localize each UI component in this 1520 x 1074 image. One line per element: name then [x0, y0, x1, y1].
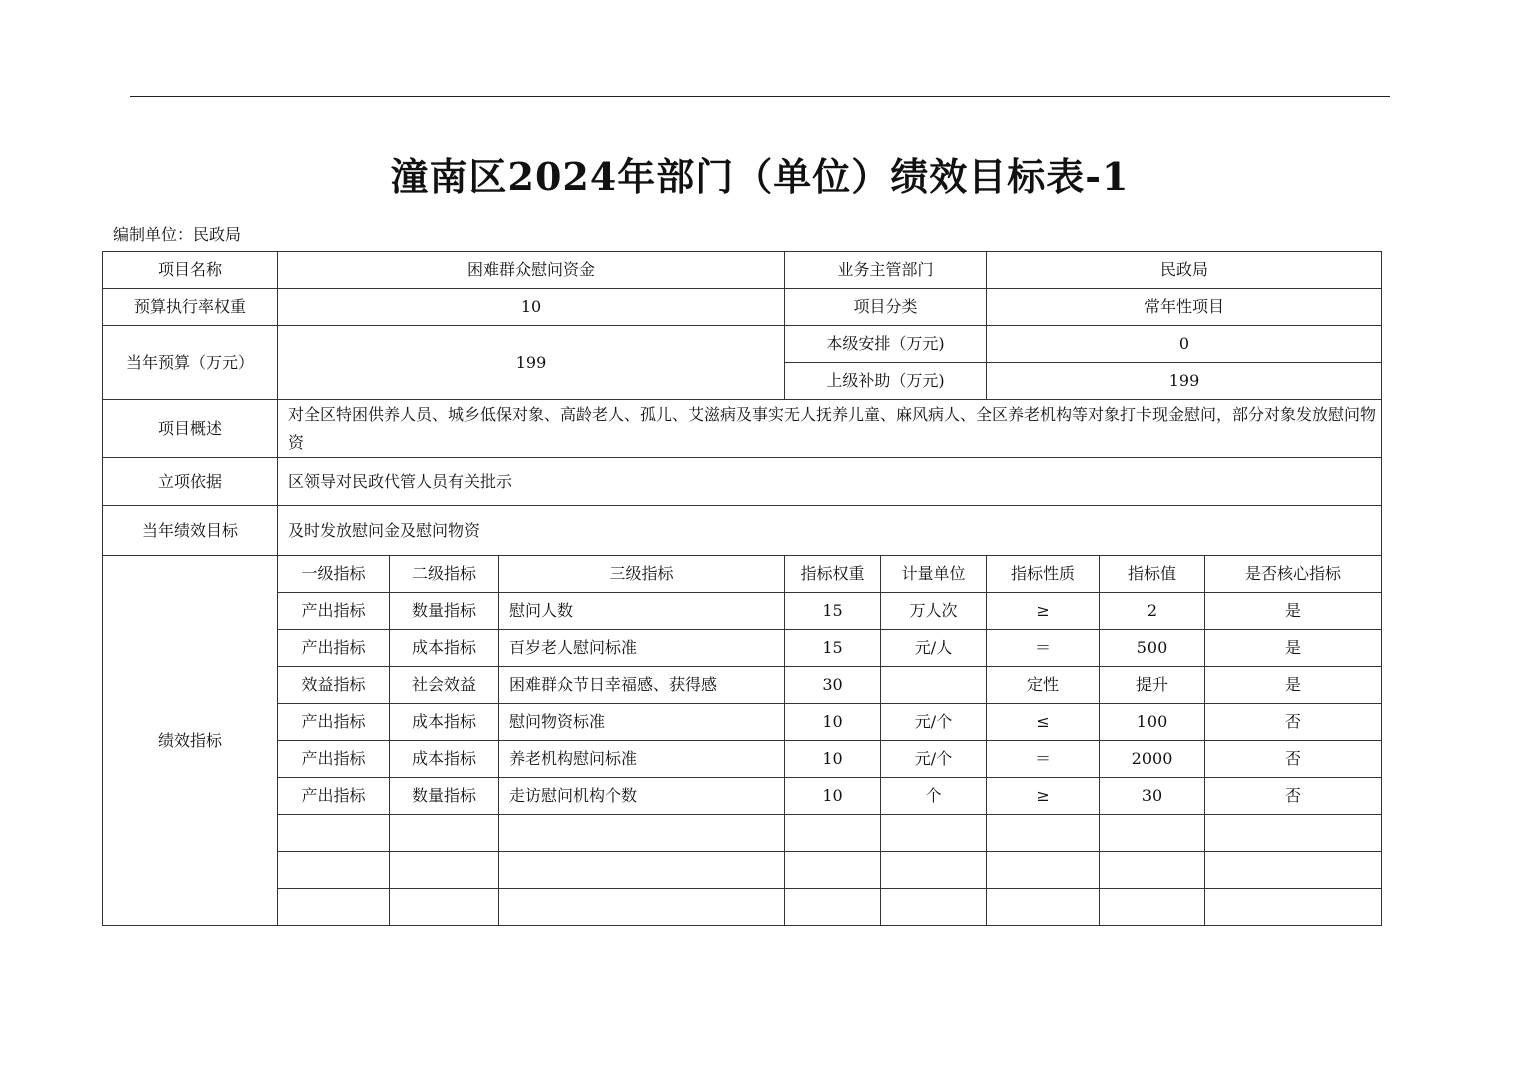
goal-label: 当年绩效目标	[103, 506, 278, 556]
category-label: 项目分类	[785, 289, 987, 326]
table-row	[103, 667, 1382, 704]
cell-weight: 30	[785, 667, 881, 704]
basis-label: 立项依据	[103, 458, 278, 506]
row-basis	[103, 458, 1382, 506]
dept-label: 业务主管部门	[785, 252, 987, 289]
empty-cell	[987, 889, 1100, 926]
project-name-value: 困难群众慰问资金	[278, 252, 785, 289]
cell-unit: 个	[881, 778, 987, 815]
basis-value: 区领导对民政代管人员有关批示	[278, 458, 1382, 506]
cell-nature: ≥	[987, 778, 1100, 815]
cell-unit: 元/个	[881, 741, 987, 778]
empty-cell	[278, 889, 390, 926]
empty-cell	[1100, 889, 1205, 926]
empty-cell	[1205, 815, 1382, 852]
cell-weight: 10	[785, 704, 881, 741]
cell-nature: 定性	[987, 667, 1100, 704]
cell-core: 是	[1205, 667, 1382, 704]
cell-value: 2	[1100, 593, 1205, 630]
cell-level3: 百岁老人慰问标准	[499, 630, 785, 667]
empty-cell	[881, 815, 987, 852]
cell-level2: 成本指标	[390, 704, 499, 741]
empty-cell	[987, 815, 1100, 852]
cell-unit: 元/人	[881, 630, 987, 667]
empty-cell	[785, 852, 881, 889]
empty-row	[103, 889, 1382, 926]
cell-level2: 数量指标	[390, 778, 499, 815]
cell-nature: ＝	[987, 630, 1100, 667]
performance-table	[102, 251, 1382, 926]
empty-cell	[278, 815, 390, 852]
empty-cell	[390, 815, 499, 852]
cell-level1: 产出指标	[278, 778, 390, 815]
cell-nature: ＝	[987, 741, 1100, 778]
empty-cell	[1100, 815, 1205, 852]
local-label: 本级安排（万元)	[785, 326, 987, 363]
empty-cell	[881, 852, 987, 889]
cell-core: 否	[1205, 778, 1382, 815]
empty-row	[103, 852, 1382, 889]
row-weight	[103, 289, 1382, 326]
compiling-unit: 编制单位：民政局	[113, 225, 242, 244]
cell-level1: 效益指标	[278, 667, 390, 704]
cell-weight: 10	[785, 778, 881, 815]
cell-unit: 万人次	[881, 593, 987, 630]
empty-cell	[1100, 852, 1205, 889]
cell-core: 否	[1205, 704, 1382, 741]
cell-core: 是	[1205, 630, 1382, 667]
project-name-label: 项目名称	[103, 252, 278, 289]
cell-value: 500	[1100, 630, 1205, 667]
cell-value: 100	[1100, 704, 1205, 741]
dept-value: 民政局	[987, 252, 1382, 289]
budget-label: 当年预算（万元）	[103, 326, 278, 400]
header-level1: 一级指标	[278, 556, 390, 593]
header-level3: 三级指标	[499, 556, 785, 593]
table-row	[103, 704, 1382, 741]
cell-weight: 10	[785, 741, 881, 778]
cell-level3: 慰问物资标准	[499, 704, 785, 741]
cell-weight: 15	[785, 593, 881, 630]
header-unit: 计量单位	[881, 556, 987, 593]
header-value: 指标值	[1100, 556, 1205, 593]
row-overview	[103, 400, 1382, 458]
indicator-header-row	[103, 556, 1382, 593]
cell-level2: 社会效益	[390, 667, 499, 704]
empty-cell	[1205, 889, 1382, 926]
empty-cell	[499, 852, 785, 889]
cell-core: 否	[1205, 741, 1382, 778]
cell-value: 30	[1100, 778, 1205, 815]
cell-level2: 数量指标	[390, 593, 499, 630]
table-row	[103, 593, 1382, 630]
empty-cell	[881, 889, 987, 926]
empty-cell	[499, 889, 785, 926]
cell-level2: 成本指标	[390, 630, 499, 667]
empty-cell	[987, 852, 1100, 889]
cell-level1: 产出指标	[278, 741, 390, 778]
empty-cell	[785, 889, 881, 926]
weight-value: 10	[278, 289, 785, 326]
empty-cell	[278, 852, 390, 889]
cell-level1: 产出指标	[278, 593, 390, 630]
goal-value: 及时发放慰问金及慰问物资	[278, 506, 1382, 556]
cell-level3: 困难群众节日幸福感、获得感	[499, 667, 785, 704]
indicators-section-label: 绩效指标	[103, 556, 278, 926]
budget-value: 199	[278, 326, 785, 400]
empty-cell	[390, 852, 499, 889]
cell-nature: ≤	[987, 704, 1100, 741]
table-row	[103, 630, 1382, 667]
header-core: 是否核心指标	[1205, 556, 1382, 593]
header-weight: 指标权重	[785, 556, 881, 593]
empty-cell	[785, 815, 881, 852]
row-budget	[103, 326, 1382, 363]
cell-value: 提升	[1100, 667, 1205, 704]
cell-level3: 走访慰问机构个数	[499, 778, 785, 815]
cell-level3: 养老机构慰问标准	[499, 741, 785, 778]
header-rule	[130, 96, 1390, 97]
header-level2: 二级指标	[390, 556, 499, 593]
overview-value: 对全区特困供养人员、城乡低保对象、高龄老人、孤儿、艾滋病及事实无人抚养儿童、麻风病人、全区养老机构等对象打卡现金慰问，部分对象发放慰问物资	[278, 400, 1382, 458]
header-nature: 指标性质	[987, 556, 1100, 593]
weight-label: 预算执行率权重	[103, 289, 278, 326]
category-value: 常年性项目	[987, 289, 1382, 326]
cell-level3: 慰问人数	[499, 593, 785, 630]
cell-unit: 元/个	[881, 704, 987, 741]
cell-level1: 产出指标	[278, 630, 390, 667]
row-project-name	[103, 252, 1382, 289]
cell-weight: 15	[785, 630, 881, 667]
empty-cell	[1205, 852, 1382, 889]
local-value: 0	[987, 326, 1382, 363]
cell-level2: 成本指标	[390, 741, 499, 778]
page-title: 潼南区2024年部门（单位）绩效目标表-1	[390, 154, 1130, 199]
cell-core: 是	[1205, 593, 1382, 630]
table-row	[103, 778, 1382, 815]
row-goal	[103, 506, 1382, 556]
cell-nature: ≥	[987, 593, 1100, 630]
cell-value: 2000	[1100, 741, 1205, 778]
cell-level1: 产出指标	[278, 704, 390, 741]
empty-row	[103, 815, 1382, 852]
cell-unit	[881, 667, 987, 704]
table-row	[103, 741, 1382, 778]
overview-label: 项目概述	[103, 400, 278, 458]
empty-cell	[499, 815, 785, 852]
upper-label: 上级补助（万元)	[785, 363, 987, 400]
empty-cell	[390, 889, 499, 926]
upper-value: 199	[987, 363, 1382, 400]
